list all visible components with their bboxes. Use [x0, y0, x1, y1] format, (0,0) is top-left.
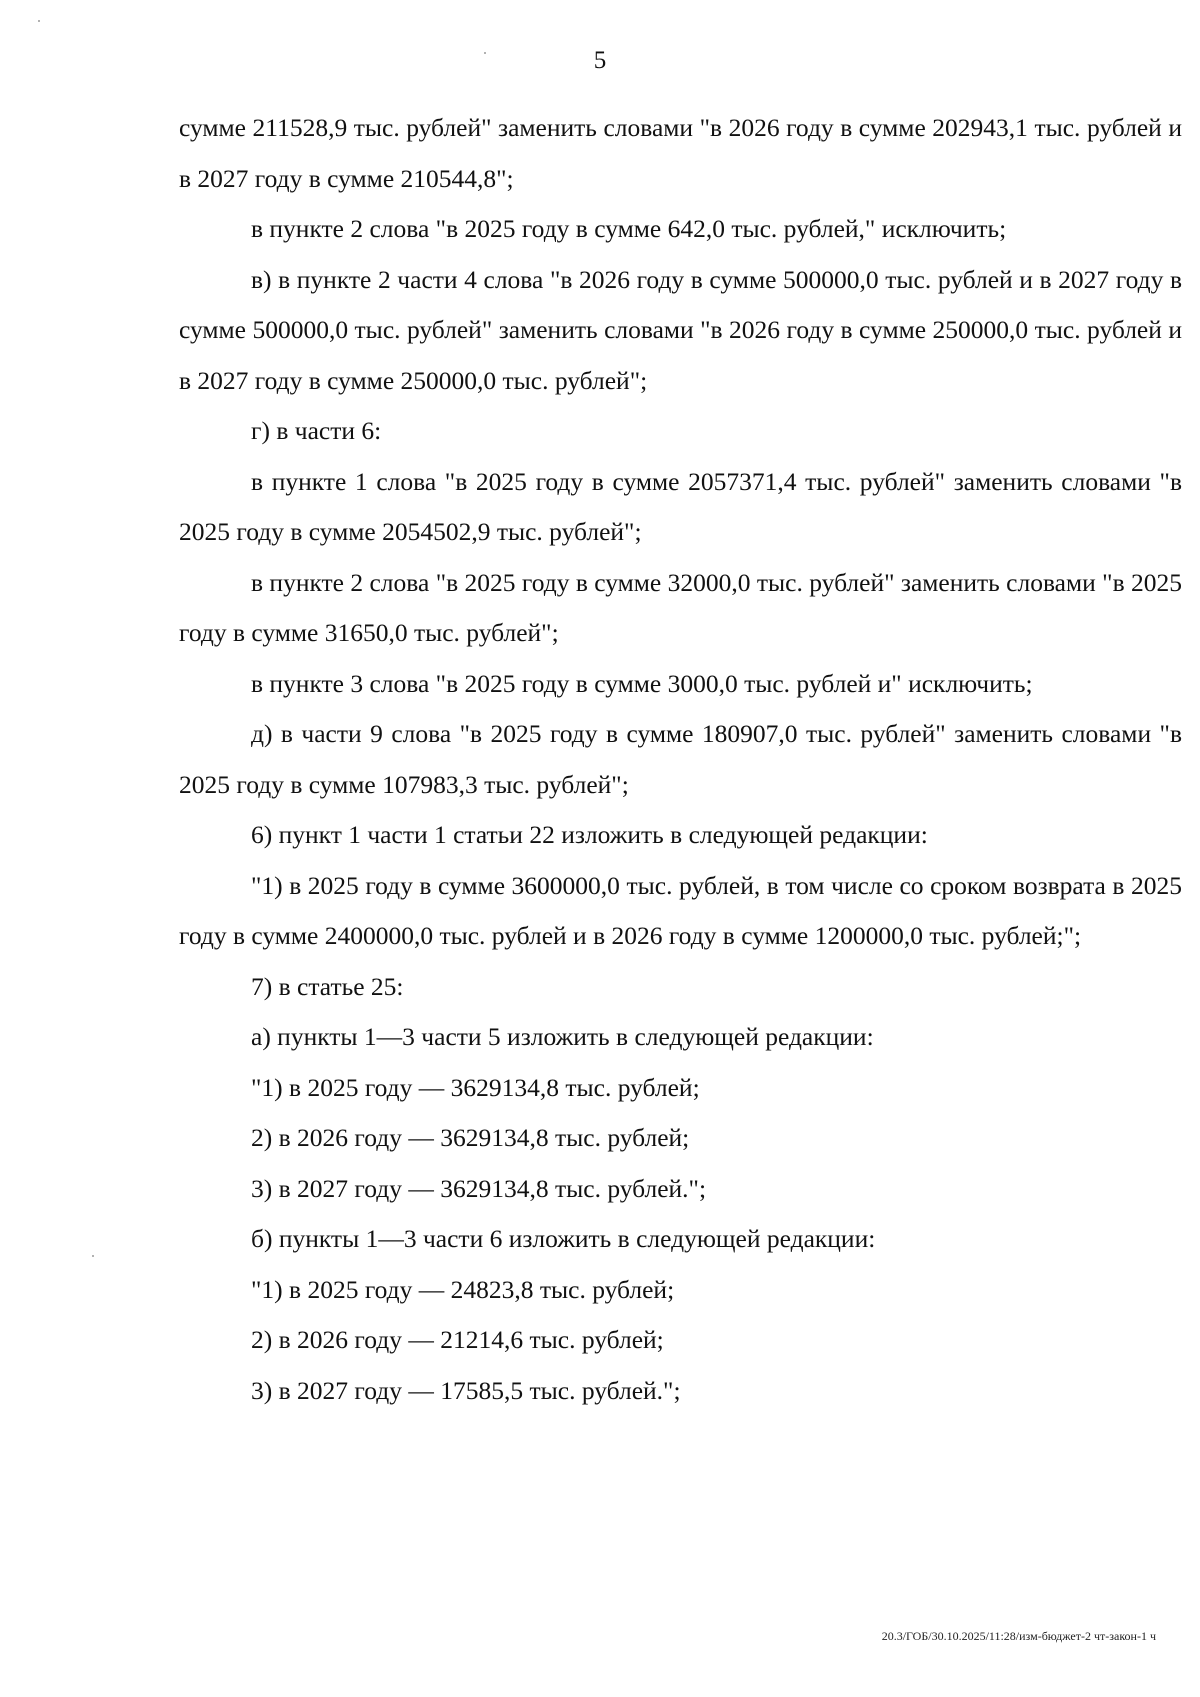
- paragraph: "1) в 2025 году в сумме 3600000,0 тыс. рублей, в том числе со сроком возврата в 2025 году в сумме 2400000,0 тыс. рублей и в 2026 году в сумме 1200000,0 тыс. рублей;";: [179, 870, 1182, 950]
- document-footer-code: 20.3/ГОБ/30.10.2025/11:28/изм-бюджет-2 чт-закон-1 ч: [881, 1629, 1156, 1643]
- paragraph: 3) в 2027 году — 3629134,8 тыс. рублей.";: [251, 1173, 707, 1203]
- paragraph: в пункте 1 слова "в 2025 году в сумме 2057371,4 тыс. рублей" заменить словами "в 2025 году в сумме 2054502,9 тыс. рублей";: [179, 466, 1182, 546]
- paragraph: а) пункты 1—3 части 5 изложить в следующей редакции:: [251, 1022, 874, 1051]
- paragraph: 2) в 2026 году — 3629134,8 тыс. рублей;: [251, 1123, 690, 1152]
- paragraph: в пункте 2 слова "в 2025 году в сумме 642,0 тыс. рублей," исключить;: [251, 214, 1007, 243]
- paragraph: в пункте 3 слова "в 2025 году в сумме 3000,0 тыс. рублей и" исключить;: [251, 668, 1033, 698]
- paragraph: д) в части 9 слова "в 2025 году в сумме 180907,0 тыс. рублей" заменить словами "в 2025 году в сумме 107983,3 тыс. рублей";: [179, 719, 1182, 799]
- paragraph-continuation: сумме 211528,9 тыс. рублей" заменить словами "в 2026 году в сумме 202943,1 тыс. рублей и в 2027 году в сумме 210544,8";: [179, 113, 1182, 193]
- paragraph: г) в части 6:: [251, 416, 382, 445]
- paragraph: "1) в 2025 году — 3629134,8 тыс. рублей;: [251, 1072, 700, 1102]
- scan-speck: [92, 1255, 94, 1257]
- scan-speck: [38, 20, 40, 22]
- paragraph: б) пункты 1—3 части 6 изложить в следующей редакции:: [251, 1224, 876, 1253]
- paragraph: 7) в статье 25:: [251, 971, 404, 1001]
- paragraph: в пункте 2 слова "в 2025 году в сумме 32000,0 тыс. рублей" заменить словами "в 2025 году в сумме 31650,0 тыс. рублей";: [179, 567, 1182, 647]
- document-body: [179, 103, 1182, 1416]
- paragraph: 3) в 2027 году — 17585,5 тыс. рублей.";: [251, 1375, 681, 1405]
- scan-speck: [484, 52, 486, 54]
- paragraph: "1) в 2025 году — 24823,8 тыс. рублей;: [251, 1274, 675, 1304]
- page-number: 5: [593, 47, 607, 74]
- paragraph: 2) в 2026 году — 21214,6 тыс. рублей;: [251, 1325, 664, 1354]
- paragraph: 6) пункт 1 части 1 статьи 22 изложить в следующей редакции:: [251, 820, 928, 849]
- paragraph: в) в пункте 2 части 4 слова "в 2026 году в сумме 500000,0 тыс. рублей и в 2027 году в сумме 500000,0 тыс. рублей" заменить словами "в 2026 году в сумме 250000,0 тыс. рублей и в 2027 году в сумме 250000,0 тыс. рублей";: [179, 264, 1182, 395]
